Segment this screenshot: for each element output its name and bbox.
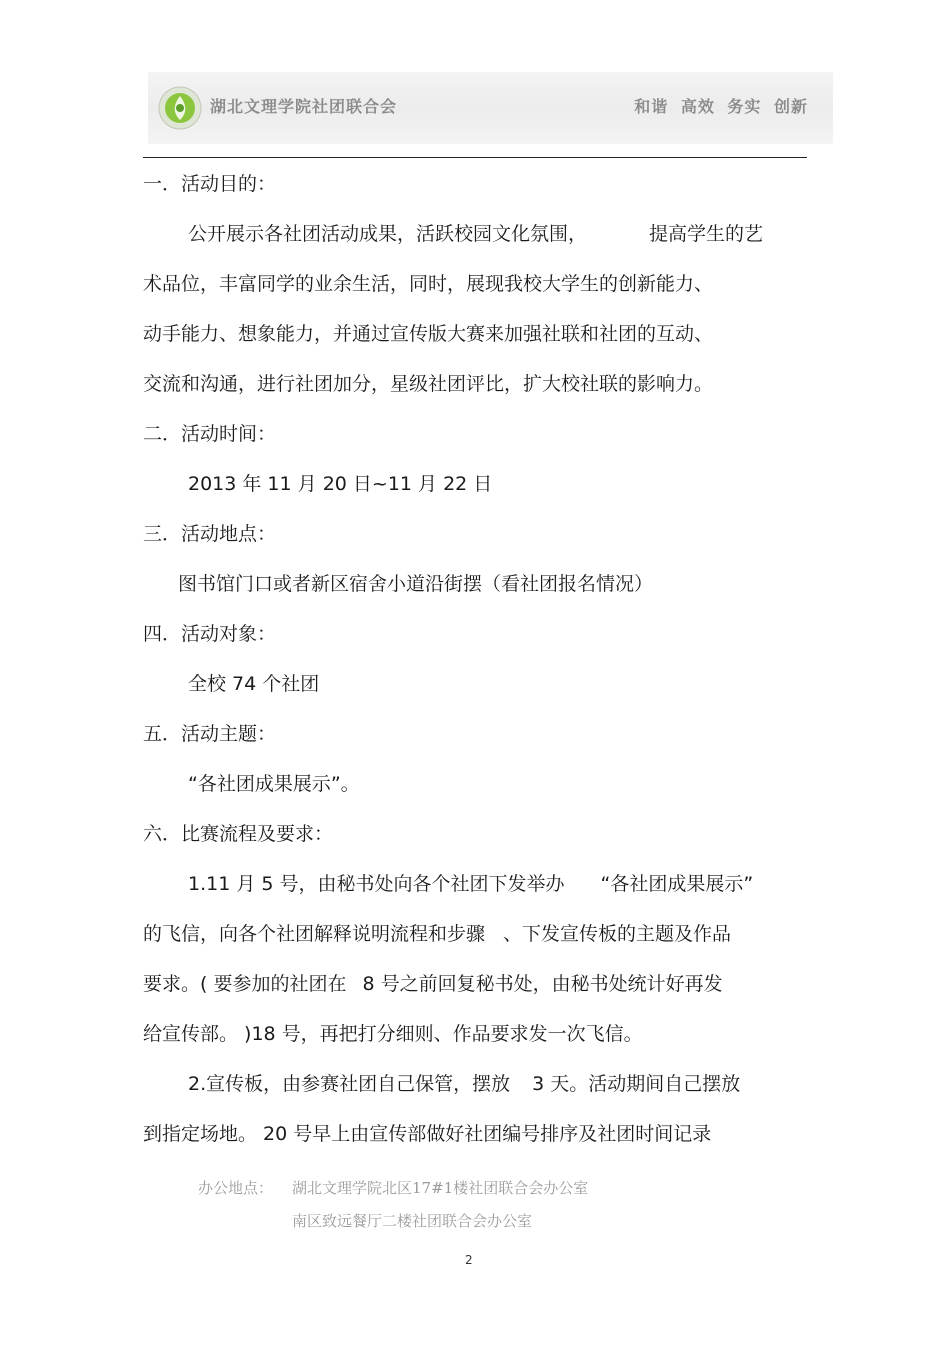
org-logo-icon (158, 86, 202, 130)
paragraph-line: 到指定场地。 20 号早上由宣传部做好社团编号排序及社团时间记录 (143, 1123, 712, 1145)
section-heading: 一．活动目的： (143, 173, 277, 195)
paragraph-line: 图书馆门口或者新区宿舍小道沿街摆（看社团报名情况） (178, 573, 654, 595)
paragraph-line: 要求。( 要参加的社团在 8 号之前回复秘书处，由秘书处统计好再发 (143, 973, 723, 995)
paragraph-line: 给宣传部。 )18 号，再把打分细则、作品要求发一次飞信。 (143, 1023, 643, 1045)
page-header (148, 72, 833, 144)
org-name: 湖北文理学院社团联合会 (210, 97, 398, 116)
page-number: 2 (465, 1253, 473, 1267)
motto: 和谐 高效 务实 创新 (634, 97, 808, 116)
section-heading: 五．活动主题： (143, 723, 277, 745)
section-heading: 六．比赛流程及要求： (143, 823, 334, 845)
paragraph-line: “各社团成果展示”。 (188, 773, 360, 795)
header-divider (143, 157, 807, 158)
paragraph-line: 全校 74 个社团 (188, 673, 320, 695)
section-heading: 三．活动地点： (143, 523, 277, 545)
paragraph-line: 动手能力、想象能力，并通过宣传版大赛来加强社联和社团的互动、 (143, 323, 714, 345)
paragraph-line: 2.宣传板，由参赛社团自己保管，摆放 3 天。活动期间自己摆放 (188, 1073, 741, 1095)
office-address-north: 湖北文理学院北区17#1楼社团联合会办公室 (292, 1179, 589, 1197)
paragraph-line: 的飞信，向各个社团解释说明流程和步骤 、下发宣传板的主题及作品 (143, 923, 732, 945)
paragraph-line: 公开展示各社团活动成果，活跃校园文化氛围， 提高学生的艺 (188, 223, 764, 245)
paragraph-line: 交流和沟通，进行社团加分，星级社团评比，扩大校社联的影响力。 (143, 373, 714, 395)
paragraph-line: 1.11 月 5 号，由秘书处向各个社团下发举办 “各社团成果展示” (188, 873, 754, 895)
office-address-south: 南区致远餐厅二楼社团联合会办公室 (292, 1212, 533, 1230)
section-heading: 四．活动对象： (143, 623, 277, 645)
office-label: 办公地点： (198, 1179, 274, 1197)
section-heading: 二．活动时间： (143, 423, 277, 445)
paragraph-line: 术品位，丰富同学的业余生活，同时，展现我校大学生的创新能力、 (143, 273, 714, 295)
paragraph-line: 2013 年 11 月 20 日~11 月 22 日 (188, 473, 493, 495)
